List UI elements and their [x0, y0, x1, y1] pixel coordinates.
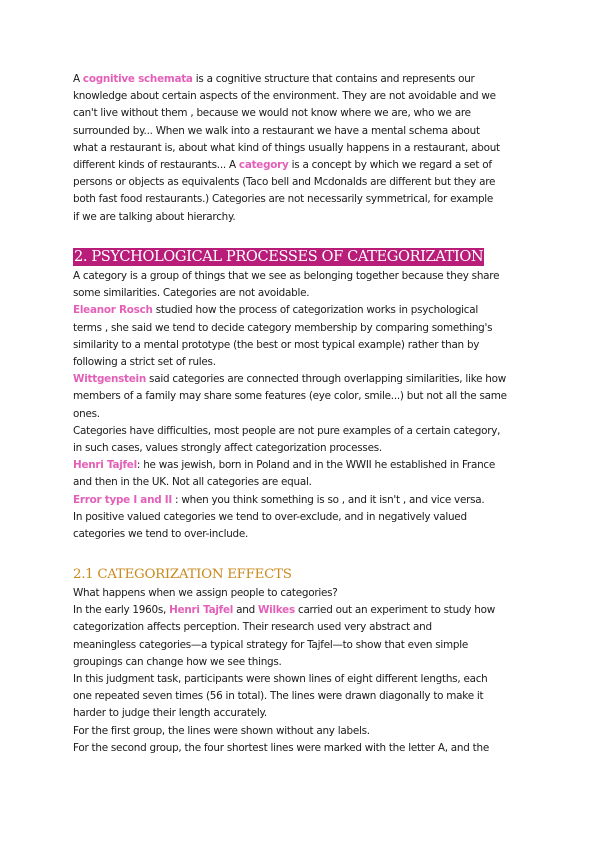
text: is a concept by which we regard a set of — [288, 159, 492, 172]
text-line — [73, 71, 533, 88]
term-error-type: Error type I and II — [73, 493, 172, 506]
text-line: categories we tend to over-include. — [73, 528, 249, 541]
intro-paragraph — [73, 71, 533, 226]
text: In the early 1960s, — [73, 604, 170, 617]
text-line: members of a family may share some features (eye color, smile...) but not all the same — [73, 390, 507, 403]
text: is a cognitive structure that contains and represents our — [192, 73, 475, 85]
text-line: A category is a group of things that we see as belonging together because they share — [73, 270, 500, 282]
text-line: can't live without them , because we would not know where we are, who we are — [73, 107, 471, 120]
name-eleanor-rosch: Eleanor Rosch — [73, 304, 153, 317]
text-line: categorization affects perception. Their research used very abstract and — [73, 621, 432, 634]
text-line: In positive valued categories we tend to over-exclude, and in negatively valued — [73, 510, 467, 523]
text-line: Categories have difficulties, most people are not pure examples of a certain category, — [73, 424, 501, 437]
term-cognitive-schemata: cognitive schemata — [82, 73, 193, 85]
text-line: For the second group, the four shortest lines were marked with the letter A, and the — [73, 741, 489, 754]
text-line: surrounded by... When we walk into a restaurant we have a mental schema about — [73, 124, 480, 137]
text-line: if we are talking about hierarchy. — [73, 210, 236, 223]
text-line: meaningless categories—a typical strategy for Tajfel—to show that even simple — [73, 638, 469, 651]
text-line: knowledge about certain aspects of the environment. They are not avoidable and we — [73, 90, 496, 103]
text-line: What happens when we assign people to categories? — [73, 587, 338, 599]
text-line: one repeated seven times (56 in total). The lines were drawn diagonally to make it — [73, 690, 484, 703]
text-line — [73, 302, 533, 319]
text: studied how the process of categorization works in psychological — [152, 304, 479, 317]
text-line: following a strict set of rules. — [73, 356, 216, 369]
section-2-1-heading: 2.1 CATEGORIZATION EFFECTS — [73, 567, 292, 582]
text-line: harder to judge their length accurately. — [73, 707, 267, 720]
text-line — [73, 602, 533, 619]
section-2-heading: 2. PSYCHOLOGICAL PROCESSES OF CATEGORIZATION — [74, 248, 484, 265]
text-line: groupings can change how we see things. — [73, 655, 282, 668]
text-line: In this judgment task, participants were shown lines of eight different lengths, each — [73, 673, 488, 686]
text-line — [73, 492, 533, 509]
text: : when you think something is so , and it isn't , and vice versa. — [172, 493, 485, 506]
text: A — [73, 73, 83, 85]
text: said categories are connected through overlapping similarities, like how — [146, 373, 506, 386]
section-2-1-body — [73, 585, 533, 757]
text-line: ones. — [73, 407, 100, 420]
name-henri-tajfel: Henri Tajfel — [169, 604, 234, 617]
name-henri-tajfel: Henri Tajfel — [73, 459, 137, 472]
name-wilkes: Wilkes — [257, 604, 295, 617]
text-line: persons or objects as equivalents (Taco bell and Mcdonalds are different but they are — [73, 176, 496, 189]
text-line: For the first group, the lines were shown without any labels. — [73, 724, 370, 737]
term-category: category — [238, 159, 289, 172]
text-line: and then in the UK. Not all categories are equal. — [73, 476, 312, 489]
text-line: similarity to a mental prototype (the best or most typical example) rather than by — [73, 338, 480, 351]
text-line: terms , she said we tend to decide category membership by comparing something's — [73, 321, 493, 334]
text-line: some similarities. Categories are not avoidable. — [73, 287, 310, 300]
section-2-body — [73, 268, 533, 543]
text-line: both fast food restaurants.) Categories are not necessarily symmetrical, for example — [73, 193, 494, 206]
text: and — [233, 604, 258, 617]
text: : he was jewish, born in Poland and in the WWII he established in France — [136, 459, 496, 472]
text-line — [73, 371, 533, 388]
text-line: in such cases, values strongly affect categorization processes. — [73, 442, 382, 455]
text-line: what a restaurant is, about what kind of things usually happens in a restaurant, about — [73, 141, 500, 154]
text: carried out an experiment to study how — [294, 604, 495, 617]
text-line — [73, 157, 533, 174]
text: different kinds of restaurants... A — [73, 159, 239, 172]
name-wittgenstein: Wittgenstein — [73, 373, 146, 386]
text-line — [73, 457, 533, 474]
